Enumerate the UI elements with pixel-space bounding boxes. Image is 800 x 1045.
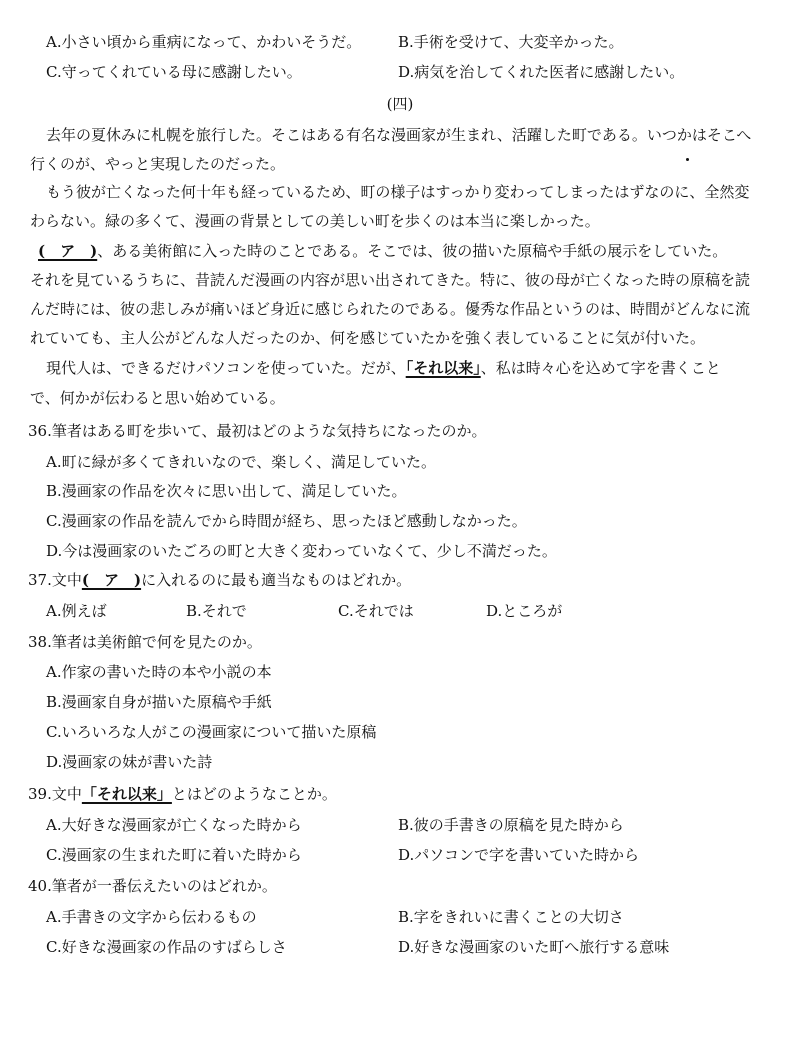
q38-option-a[interactable]: A.作家の書いた時の本や小説の本	[46, 663, 272, 681]
stray-dot	[686, 158, 689, 161]
q36-option-a[interactable]: A.町に緑が多くてきれいなので、楽しく、満足していた。	[46, 453, 437, 471]
q39-option-a[interactable]: A.大好きな漫画家が亡くなった時から	[46, 816, 302, 834]
q37-option-a[interactable]: A.例えば	[46, 602, 107, 620]
passage-p3-line1	[38, 241, 727, 261]
passage-p4-line2: で、何かが伝わると思い始めている。	[30, 389, 285, 407]
passage-p4-pre: 現代人は、できるだけパソコンを使っていた。だが、	[46, 359, 406, 377]
q40-option-c[interactable]: C.好きな漫画家の作品のすばらしさ	[46, 938, 287, 956]
prev-option-d[interactable]: D.病気を治してくれた医者に感謝したい。	[398, 63, 685, 81]
passage-p1-line2: 行くのが、やっと実現したのだった。	[30, 155, 286, 173]
q38-option-d[interactable]: D.漫画家の妹が書いた詩	[46, 753, 213, 771]
section-title: (四)	[386, 95, 414, 113]
passage-p2-line1: もう彼が亡くなった何十年も経っているため、町の様子はすっかり変わってしまったはずなのに、全然変	[46, 183, 750, 201]
q36-option-d[interactable]: D.今は漫画家のいたごろの町と大きく変わっていなくて、少し不満だった。	[46, 542, 557, 560]
q39-underlined-phrase: 「それ以来」	[81, 785, 172, 803]
prev-option-b[interactable]: B.手術を受けて、大変辛かった。	[398, 33, 624, 51]
q39-stem-pre: 39.文中	[28, 785, 82, 803]
blank-a: ( ア )	[38, 242, 98, 260]
passage-p3-line1-rest: 、ある美術館に入った時のことである。そこでは、彼の描いた原稿や手紙の展示をしていた。	[97, 242, 728, 260]
passage-p2-line2: わらない。緑の多くて、漫画の背景としての美しい町を歩くのは本当に楽しかった。	[30, 212, 600, 230]
underlined-phrase: 「それ以来」	[405, 359, 481, 377]
q37-stem-post: に入れるのに最も適当なものはどれか。	[141, 571, 412, 589]
passage-p4-line1	[46, 358, 721, 378]
passage-p4-post: 、私は時々心を込めて字を書くこと	[480, 359, 721, 377]
q37-blank: ( ア )	[81, 571, 142, 589]
passage-p3-line2: それを見ているうちに、昔読んだ漫画の内容が思い出されてきた。特に、彼の母が亡くなった時の原稿を読	[30, 271, 751, 289]
q40-option-d[interactable]: D.好きな漫画家のいた町へ旅行する意味	[398, 938, 670, 956]
q39-stem	[28, 784, 337, 804]
q39-option-c[interactable]: C.漫画家の生まれた町に着いた時から	[46, 846, 302, 864]
q37-option-c[interactable]: C.それでは	[338, 602, 414, 620]
q40-option-b[interactable]: B.字をきれいに書くことの大切さ	[398, 908, 624, 926]
q36-option-c[interactable]: C.漫画家の作品を読んでから時間が経ち、思ったほど感動しなかった。	[46, 512, 527, 530]
q38-stem: 38.筆者は美術館で何を見たのか。	[28, 633, 262, 651]
q39-option-b[interactable]: B.彼の手書きの原稿を見た時から	[398, 816, 624, 834]
q40-stem: 40.筆者が一番伝えたいのはどれか。	[28, 877, 277, 895]
q37-option-b[interactable]: B.それで	[186, 602, 247, 620]
passage-p3-line4: れていても、主人公がどんな人だったのか、何を感じていたかを強く表していることに気が付いた。	[30, 329, 706, 347]
prev-option-a[interactable]: A.小さい頃から重病になって、かわいそうだ。	[46, 33, 362, 51]
q37-stem-pre: 37.文中	[28, 571, 82, 589]
passage-p3-line3: んだ時には、彼の悲しみが痛いほど身近に感じられたのである。優秀な作品というのは、時間がどんなに流	[30, 300, 751, 318]
q37-option-d[interactable]: D.ところが	[486, 602, 563, 620]
q39-stem-post: とはどのようなことか。	[171, 785, 337, 803]
q40-option-a[interactable]: A.手書きの文字から伝わるもの	[46, 908, 257, 926]
q38-option-b[interactable]: B.漫画家自身が描いた原稿や手紙	[46, 693, 272, 711]
q36-stem: 36.筆者はある町を歩いて、最初はどのような気持ちになったのか。	[28, 422, 487, 440]
q37-stem	[28, 570, 411, 590]
q36-option-b[interactable]: B.漫画家の作品を次々に思い出して、満足していた。	[46, 482, 407, 500]
q39-option-d[interactable]: D.パソコンで字を書いていた時から	[398, 846, 639, 864]
q38-option-c[interactable]: C.いろいろな人がこの漫画家について描いた原稿	[46, 723, 377, 741]
passage-p1-line1: 去年の夏休みに札幌を旅行した。そこはある有名な漫画家が生まれ、活躍した町である。いつかはそこへ	[46, 126, 752, 144]
prev-option-c[interactable]: C.守ってくれている母に感謝したい。	[46, 63, 302, 81]
